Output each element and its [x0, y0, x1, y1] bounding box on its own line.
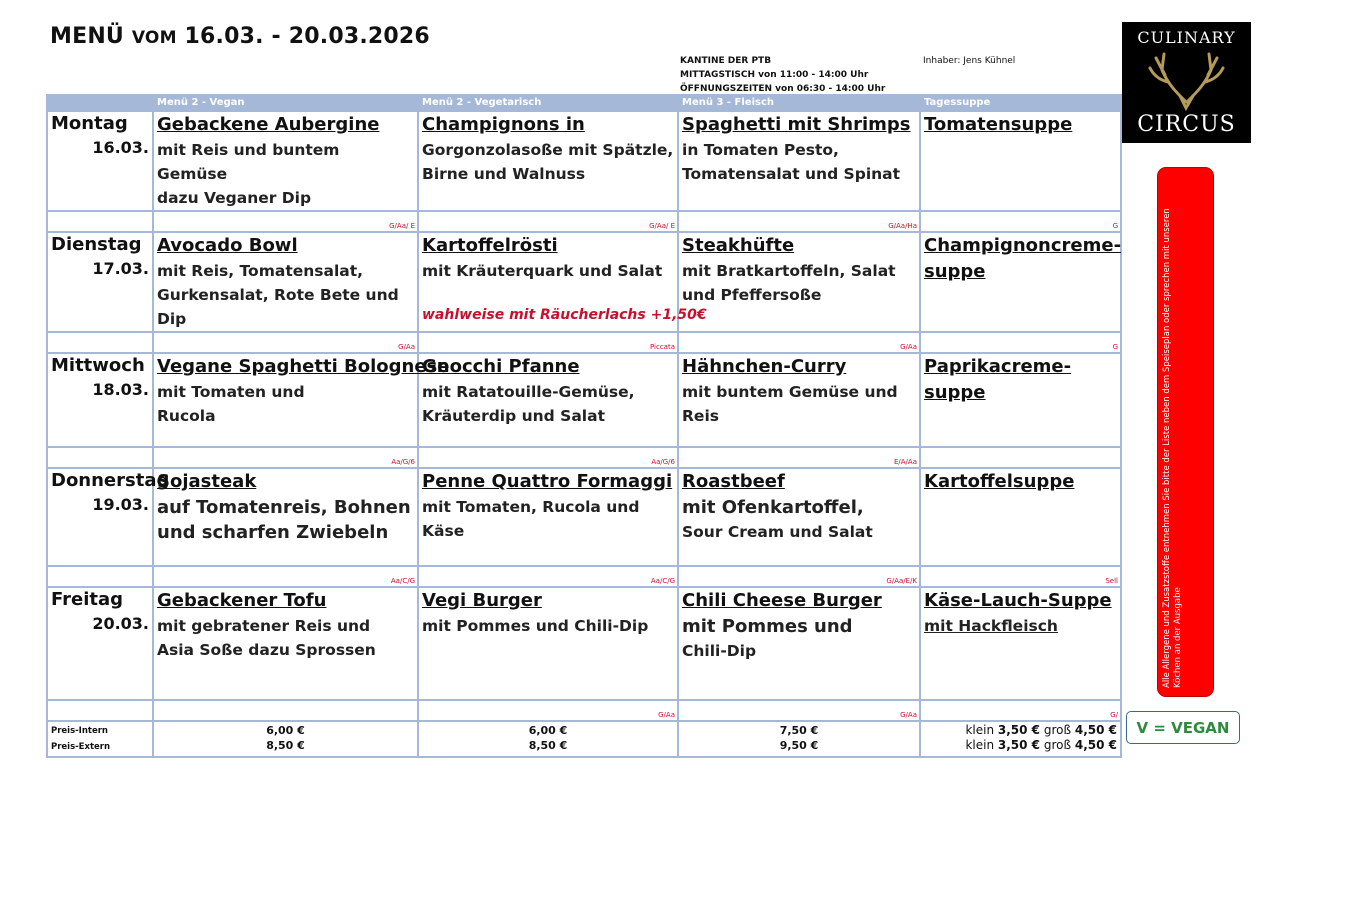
dish-vegetarian	[418, 111, 678, 211]
day-cell	[47, 111, 153, 211]
dish-meat	[678, 111, 920, 211]
menu-title	[50, 24, 430, 49]
dish-name: Avocado Bowl	[157, 235, 298, 256]
dish-desc: mit gebratener Reis und	[157, 617, 371, 635]
dish-desc: Kräuterdip und Salat	[422, 407, 605, 425]
allergen-row	[47, 211, 1121, 232]
dish-vegetarian	[418, 587, 678, 700]
dish-name: Steakhüfte	[682, 235, 795, 256]
opening-hours: ÖFFNUNGSZEITEN von 06:30 - 14:00 Uhr	[680, 84, 886, 94]
title-vom: VOM	[131, 28, 177, 48]
allergen-code: Aa/G/6	[418, 447, 678, 468]
allergen-code: G/Aa/Ha	[678, 211, 920, 232]
dish-name: Kartoffelrösti	[422, 235, 558, 256]
dish-desc: Sour Cream und Salat	[682, 523, 873, 541]
dish-name: Gnocchi Pfanne	[422, 356, 580, 377]
dish-desc: mit Ofenkartoffel,	[682, 497, 864, 518]
allergen-empty	[47, 447, 153, 468]
salmon-option-note: wahlweise mit Räucherlachs +1,50€	[422, 307, 707, 323]
soup-large-price: 4,50 €	[1074, 738, 1117, 752]
dish-vegan	[153, 232, 418, 332]
dish-desc: dazu Veganer Dip	[157, 189, 312, 207]
dish-desc: Gorgonzolasoße mit Spätzle,	[422, 141, 674, 159]
day-row-wednesday	[47, 353, 1121, 447]
dish-name: Vegi Burger	[422, 590, 542, 611]
dish-name: Gebackener Tofu	[157, 590, 327, 611]
dish-vegan	[153, 468, 418, 566]
dish-desc: Dip	[157, 310, 187, 328]
title-date-range: 16.03. - 20.03.2026	[184, 24, 430, 49]
price-intern-value: 6,00 €	[266, 724, 305, 737]
allergen-code	[153, 700, 418, 721]
dish-desc: mit Pommes und Chili-Dip	[422, 617, 649, 635]
soup-price-line	[924, 723, 1117, 738]
soup-small-label: klein	[965, 738, 995, 752]
logo-line1: CULINARY	[1137, 28, 1236, 47]
price-extern-label: Preis-Extern	[51, 742, 111, 752]
day-row-thursday	[47, 468, 1121, 566]
canteen-info	[680, 54, 885, 96]
dish-desc: mit Kräuterquark und Salat	[422, 262, 663, 280]
allergen-code: G/Aa/ E	[418, 211, 678, 232]
dish-desc: mit Tomaten, Rucola und	[422, 498, 640, 516]
dish-name: Sojasteak	[157, 471, 257, 492]
dish-vegetarian	[418, 468, 678, 566]
allergen-code: Aa/C/G	[153, 566, 418, 587]
menu-table	[46, 94, 1122, 758]
dish-meat	[678, 468, 920, 566]
allergen-code: G/Aa	[678, 332, 920, 353]
dish-desc: mit Ratatouille-Gemüse,	[422, 383, 635, 401]
price-extern-value: 8,50 €	[528, 739, 568, 752]
allergen-code: G	[920, 332, 1121, 353]
dish-name: Käse-Lauch-Suppe	[924, 590, 1112, 611]
price-extern-value: 9,50 €	[779, 739, 819, 752]
day-name: Freitag	[51, 589, 124, 610]
dish-name: Champignons in	[422, 114, 585, 135]
dish-name: Penne Quattro Formaggi	[422, 471, 673, 492]
price-extern-value: 8,50 €	[266, 739, 305, 752]
dish-meat	[678, 587, 920, 700]
dish-desc: mit Reis und buntem Gemüse	[157, 141, 340, 183]
vegan-legend: V = VEGAN	[1126, 711, 1240, 744]
dish-desc: und Pfeffersoße	[682, 286, 822, 304]
allergen-code: Piccata	[418, 332, 678, 353]
soup-small-price: 3,50 €	[997, 723, 1041, 737]
soup-price-line	[924, 738, 1117, 753]
dish-desc: Reis	[682, 407, 719, 425]
dish-desc: mit Reis, Tomatensalat,	[157, 262, 364, 280]
dish-vegan	[153, 111, 418, 211]
allergen-code	[920, 447, 1121, 468]
header-empty	[47, 95, 153, 111]
day-cell	[47, 232, 153, 332]
allergen-empty	[47, 566, 153, 587]
day-date: 19.03.	[92, 495, 149, 514]
dish-name: Roastbeef	[682, 471, 785, 492]
soup-large-price: 4,50 €	[1074, 723, 1117, 737]
culinary-circus-logo	[1122, 22, 1251, 143]
header-meat: Menü 3 - Fleisch	[678, 95, 920, 111]
dish-name: Gebackene Aubergine	[157, 114, 380, 135]
dish-desc: Chili-Dip	[682, 642, 757, 660]
day-cell	[47, 468, 170, 566]
allergen-code: G/Aa/E/K	[678, 566, 920, 587]
allergen-code: Aa/C/G	[418, 566, 678, 587]
soup-small-price: 3,50 €	[997, 738, 1041, 752]
day-date: 17.03.	[92, 259, 149, 278]
soup-large-label: groß	[1043, 723, 1072, 737]
allergen-note-bar	[1158, 168, 1213, 696]
allergen-row	[47, 700, 1121, 721]
dish-desc: Käse	[422, 522, 465, 540]
allergen-empty	[47, 332, 153, 353]
dish-soup	[920, 468, 1121, 566]
day-cell	[47, 353, 153, 447]
dish-name-cont: suppe	[924, 261, 986, 282]
dish-name: Chili Cheese Burger	[682, 590, 882, 611]
dish-vegetarian	[418, 232, 707, 332]
allergen-code: E/A/Aa	[678, 447, 920, 468]
dish-desc: Tomatensalat und Spinat	[682, 165, 901, 183]
dish-desc: mit Hackfleisch	[924, 617, 1058, 635]
dish-desc: und scharfen Zwiebeln	[157, 522, 389, 543]
allergen-code: Sell	[920, 566, 1121, 587]
soup-large-label: groß	[1043, 738, 1072, 752]
dish-name: Champignoncreme-	[924, 235, 1122, 256]
dish-soup	[920, 111, 1121, 211]
dish-name: Vegane Spaghetti Bolognese	[157, 356, 450, 377]
dish-meat	[678, 232, 920, 332]
price-intern-label: Preis-Intern	[51, 726, 108, 736]
dish-desc: mit buntem Gemüse und	[682, 383, 898, 401]
allergen-code: G/Aa	[678, 700, 920, 721]
header-vegetarian: Menü 2 - Vegetarisch	[418, 95, 678, 111]
day-cell	[47, 587, 153, 700]
price-intern-value: 6,00 €	[528, 724, 568, 737]
owner-info: Inhaber: Jens Kühnel	[923, 56, 1016, 66]
dish-name: Spaghetti mit Shrimps	[682, 114, 911, 135]
day-row-monday	[47, 111, 1121, 211]
day-row-tuesday	[47, 232, 1121, 332]
day-date: 16.03.	[92, 138, 149, 157]
dish-desc: Rucola	[157, 407, 216, 425]
allergen-row	[47, 566, 1121, 587]
allergen-empty	[47, 700, 153, 721]
dish-desc: in Tomaten Pesto,	[682, 141, 839, 159]
price-row	[47, 721, 1121, 757]
dish-desc: mit Tomaten und	[157, 383, 305, 401]
title-prefix: MENÜ	[50, 24, 124, 49]
dish-desc: auf Tomatenreis, Bohnen	[157, 497, 411, 518]
antler-icon	[1146, 50, 1227, 110]
day-date: 20.03.	[92, 614, 149, 633]
allergen-code: G/Aa	[153, 332, 418, 353]
dish-soup	[920, 587, 1121, 700]
dish-desc: mit Bratkartoffeln, Salat	[682, 262, 896, 280]
dish-name: Hähnchen-Curry	[682, 356, 847, 377]
day-name: Donnerstag	[51, 470, 170, 491]
allergen-row	[47, 332, 1121, 353]
day-name: Dienstag	[51, 234, 142, 255]
dish-desc: Birne und Walnuss	[422, 165, 586, 183]
header-vegan: Menü 2 - Vegan	[153, 95, 418, 111]
allergen-code: Aa/G/6	[153, 447, 418, 468]
allergen-code: G	[920, 211, 1121, 232]
dish-desc: Gurkensalat, Rote Bete und	[157, 286, 399, 304]
dish-name: Paprikacreme-	[924, 356, 1072, 377]
dish-soup	[920, 353, 1121, 447]
canteen-name: KANTINE DER PTB	[680, 56, 772, 66]
allergen-code: G/	[920, 700, 1121, 721]
soup-small-label: klein	[965, 723, 995, 737]
dish-desc: Asia Soße dazu Sprossen	[157, 641, 376, 659]
price-soup	[920, 721, 1121, 757]
allergen-row	[47, 447, 1121, 468]
price-labels	[47, 721, 153, 757]
dish-desc: mit Pommes und	[682, 616, 853, 637]
lunch-hours: MITTAGSTISCH von 11:00 - 14:00 Uhr	[680, 70, 869, 80]
price-meat	[678, 721, 920, 757]
dish-name: Tomatensuppe	[924, 114, 1073, 135]
dish-soup	[920, 232, 1121, 332]
header-row	[47, 95, 1121, 111]
dish-vegan	[153, 353, 450, 447]
price-vegan	[153, 721, 418, 757]
header-soup: Tagessuppe	[920, 95, 1121, 111]
dish-vegan	[153, 587, 418, 700]
dish-name: Kartoffelsuppe	[924, 471, 1075, 492]
day-name: Mittwoch	[51, 355, 145, 376]
allergen-code: G/Aa	[418, 700, 678, 721]
allergen-empty	[47, 211, 153, 232]
dish-vegetarian	[418, 353, 678, 447]
allergen-code: G/Aa/ E	[153, 211, 418, 232]
price-vegetarian	[418, 721, 678, 757]
day-row-friday	[47, 587, 1121, 700]
dish-meat	[678, 353, 920, 447]
day-name: Montag	[51, 113, 128, 134]
logo-line2: CIRCUS	[1137, 112, 1236, 137]
day-date: 18.03.	[92, 380, 149, 399]
price-intern-value: 7,50 €	[779, 724, 819, 737]
allergen-note-text: Alle Allergene und Zusatzstoffe entnehmen Sie bitte der Liste neben dem Speiseplan oder sprechen mit unseren Köchen an der Ausgabe	[1162, 208, 1183, 688]
dish-name-cont: suppe	[924, 382, 986, 403]
